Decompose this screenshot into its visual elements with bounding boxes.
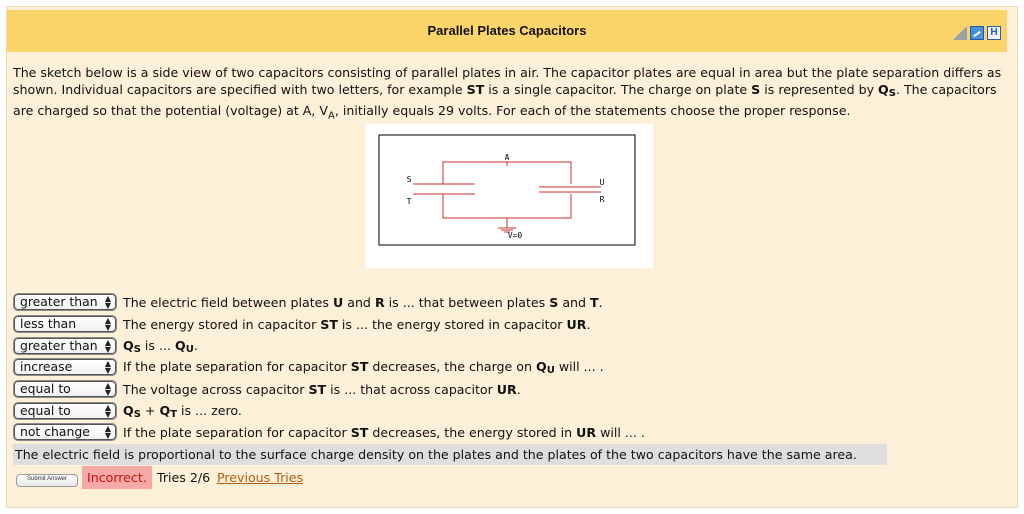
statement-text-4: If the plate separation for capacitor ST decreases, the charge on QU will ... .	[123, 358, 604, 376]
statement-text-1: The electric field between plates U and R is ... that between plates S and T.	[123, 294, 603, 310]
select-arrows-icon: ▲ ▼	[104, 294, 111, 310]
title-bar	[7, 10, 1007, 52]
select-arrows-icon: ▲ ▼	[104, 424, 111, 440]
submit-answer-button[interactable]: Submit Answer	[16, 474, 78, 487]
answer-select-6[interactable]: equal to ▲ ▼	[13, 402, 117, 420]
statement-6	[13, 401, 242, 421]
tries-count: Tries 2/6	[157, 470, 211, 485]
answer-select-5[interactable]: equal to ▲ ▼	[13, 380, 117, 398]
statement-text-6: QS + QT is ... zero.	[123, 402, 242, 420]
label-t: T	[406, 197, 412, 206]
statement-7	[13, 422, 645, 442]
answer-select-1[interactable]: greater than ▲ ▼	[13, 293, 117, 311]
answer-select-2[interactable]: less than ▲ ▼	[13, 315, 117, 333]
capacitor-diagram	[365, 124, 653, 268]
label-r: R	[599, 195, 605, 204]
select-arrows-icon: ▲ ▼	[104, 316, 111, 332]
title-icons	[953, 26, 1001, 40]
statement-text-5: The voltage across capacitor ST is ... that across capacitor UR.	[123, 381, 521, 397]
triangle-icon[interactable]	[953, 26, 967, 40]
previous-tries-link[interactable]: Previous Tries	[217, 470, 304, 485]
chart-icon[interactable]	[970, 26, 984, 40]
status-badge: Incorrect.	[82, 466, 152, 489]
statement-1	[13, 292, 603, 312]
label-ground: V=0	[507, 231, 523, 240]
problem-title: Parallel Plates Capacitors	[427, 23, 587, 38]
answer-select-4[interactable]: increase ▲ ▼	[13, 358, 117, 376]
label-u: U	[599, 178, 605, 187]
answer-select-7[interactable]: not change ▲ ▼	[13, 423, 117, 441]
select-arrows-icon: ▲ ▼	[104, 381, 111, 397]
select-arrows-icon: ▲ ▼	[104, 403, 111, 419]
label-s: S	[406, 175, 412, 184]
label-a: A	[504, 153, 510, 162]
problem-intro: The sketch below is a side view of two capacitors consisting of parallel plates in air. The capacitor plates are equal in area but the plate separation differs as shown. Individual capacitors are specified with two letters, for example ST is a single capacitor. The charge on plate S is represented by QS. The capacitors are charged so that the potential (voltage) at A, $V_A$, initially equals 29 volts. For each of the statements choose the proper response.	[13, 65, 1002, 122]
statement-4	[13, 357, 604, 377]
statement-5	[13, 379, 521, 399]
statement-text-2: The energy stored in capacitor ST is ... the energy stored in capacitor UR.	[123, 316, 591, 332]
statement-text-3: QS is ... QU.	[123, 337, 198, 355]
answer-select-3[interactable]: greater than ▲ ▼	[13, 337, 117, 355]
statement-3	[13, 336, 198, 356]
statement-text-7: If the plate separation for capacitor ST decreases, the energy stored in UR will ... .	[123, 424, 645, 440]
statement-2	[13, 314, 590, 334]
feedback-explanation: The electric field is proportional to the surface charge density on the plates and the plates of the two capacitors have the same area.	[13, 444, 887, 465]
capacitor-sketch	[365, 124, 653, 268]
select-arrows-icon: ▲ ▼	[104, 359, 111, 375]
help-icon[interactable]: H	[987, 26, 1001, 40]
select-arrows-icon: ▲ ▼	[104, 338, 111, 354]
